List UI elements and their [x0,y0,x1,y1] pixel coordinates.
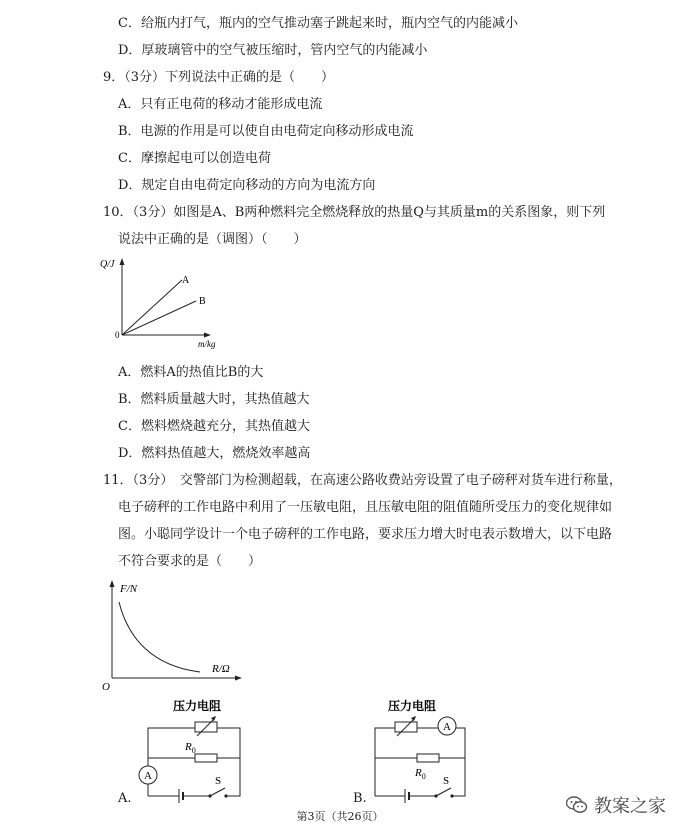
q11-y-label: F/N [120,583,138,595]
wechat-icon [566,796,588,814]
page-footer: 第3页（共26页） [296,810,384,823]
circuit-b-ammeter-label: A [443,721,451,733]
watermark [566,792,666,818]
q10-line-b [122,301,196,335]
q9-option-d: D．规定自由电荷定向移动的方向为电流方向 [118,178,376,193]
circuit-b-switch [436,788,451,796]
q10-y-arrow [120,258,125,265]
q10-heat-mass-graph [100,255,230,350]
q8-option-c: C．给瓶内打气，瓶内的空气推动塞子跳起来时，瓶内空气的内能减小 [118,16,518,31]
q10-option-c: C．燃料燃烧越充分，其热值越大 [118,419,310,434]
q9-option-a: A．只有正电荷的移动才能形成电流 [118,97,323,112]
circuit-b-r0 [417,754,439,762]
q10-option-d: D．燃料热值越大，燃烧效率越高 [118,446,311,461]
circuit-b [355,694,495,806]
q10-stem-line2: 说法中正确的是（调图）（ ） [118,232,307,247]
q11-stem-line3: 图。小聪同学设计一个电子磅秤的工作电路，要求压力增大时电表示数增大，以下电路 [118,527,613,542]
q11-force-resistance-graph [100,576,250,694]
circuit-a-ammeter-label: A [144,770,152,782]
q10-label-a: A [182,275,190,286]
q11-curve [119,602,200,672]
circuit-b-r0-label: $R_0$ [415,767,426,781]
q10-line-a [122,280,182,335]
q9-stem: 9．（3分）下列说法中正确的是（ ） [103,70,335,85]
q10-option-b: B．燃料质量越大时，其热值越大 [118,392,310,407]
q10-y-label: Q/J [100,259,115,270]
q10-stem-line1: 10．（3分）如图是A、B两种燃料完全燃烧释放的热量Q与其质量m的关系图象，则下列 [103,205,606,220]
q10-origin: 0 [115,330,120,340]
q11-stem-line4: 不符合要求的是（ ） [118,554,262,569]
circuit-a-r0-label: $R_0$ [185,741,196,755]
circuit-b-title: 压力电阻 [388,699,437,713]
q10-x-label: m/kg [198,339,216,349]
watermark-text: 教案之家 [594,796,666,817]
q11-origin: O [102,681,110,693]
circuit-a [115,694,255,806]
q9-option-c: C．摩擦起电可以创造电荷 [118,151,271,166]
q11-stem-line1: 11．（3分） 交警部门为检测超载，在高速公路收费站旁设置了电子磅秤对货车进行称量， [103,473,622,488]
q9-option-b: B．电源的作用是可以使自由电荷定向移动形成电流 [118,124,414,139]
q8-option-d: D．厚玻璃管中的空气被压缩时，管内空气的内能减小 [118,43,428,58]
circuit-a-switch [210,788,225,796]
q10-label-b: B [199,296,206,307]
circuit-a-switch-label: S [215,775,222,787]
q11-x-arrow [235,676,242,681]
circuit-b-switch-label: S [443,775,450,787]
circuit-a-r0 [195,754,217,762]
q11-stem-line2: 电子磅秤的工作电路中利用了一压敏电阻，且压敏电阻的阻值随所受压力的变化规律如 [118,500,613,515]
q10-option-a: A．燃料A的热值比B的大 [118,365,264,380]
q11-y-arrow [110,580,115,587]
q11-x-label: R/Ω [212,663,230,675]
circuit-a-title: 压力电阻 [173,699,222,713]
circuit-a-option-label: A. [118,791,132,806]
q10-x-arrow [204,333,211,338]
circuit-b-option-label: B. [353,791,367,806]
